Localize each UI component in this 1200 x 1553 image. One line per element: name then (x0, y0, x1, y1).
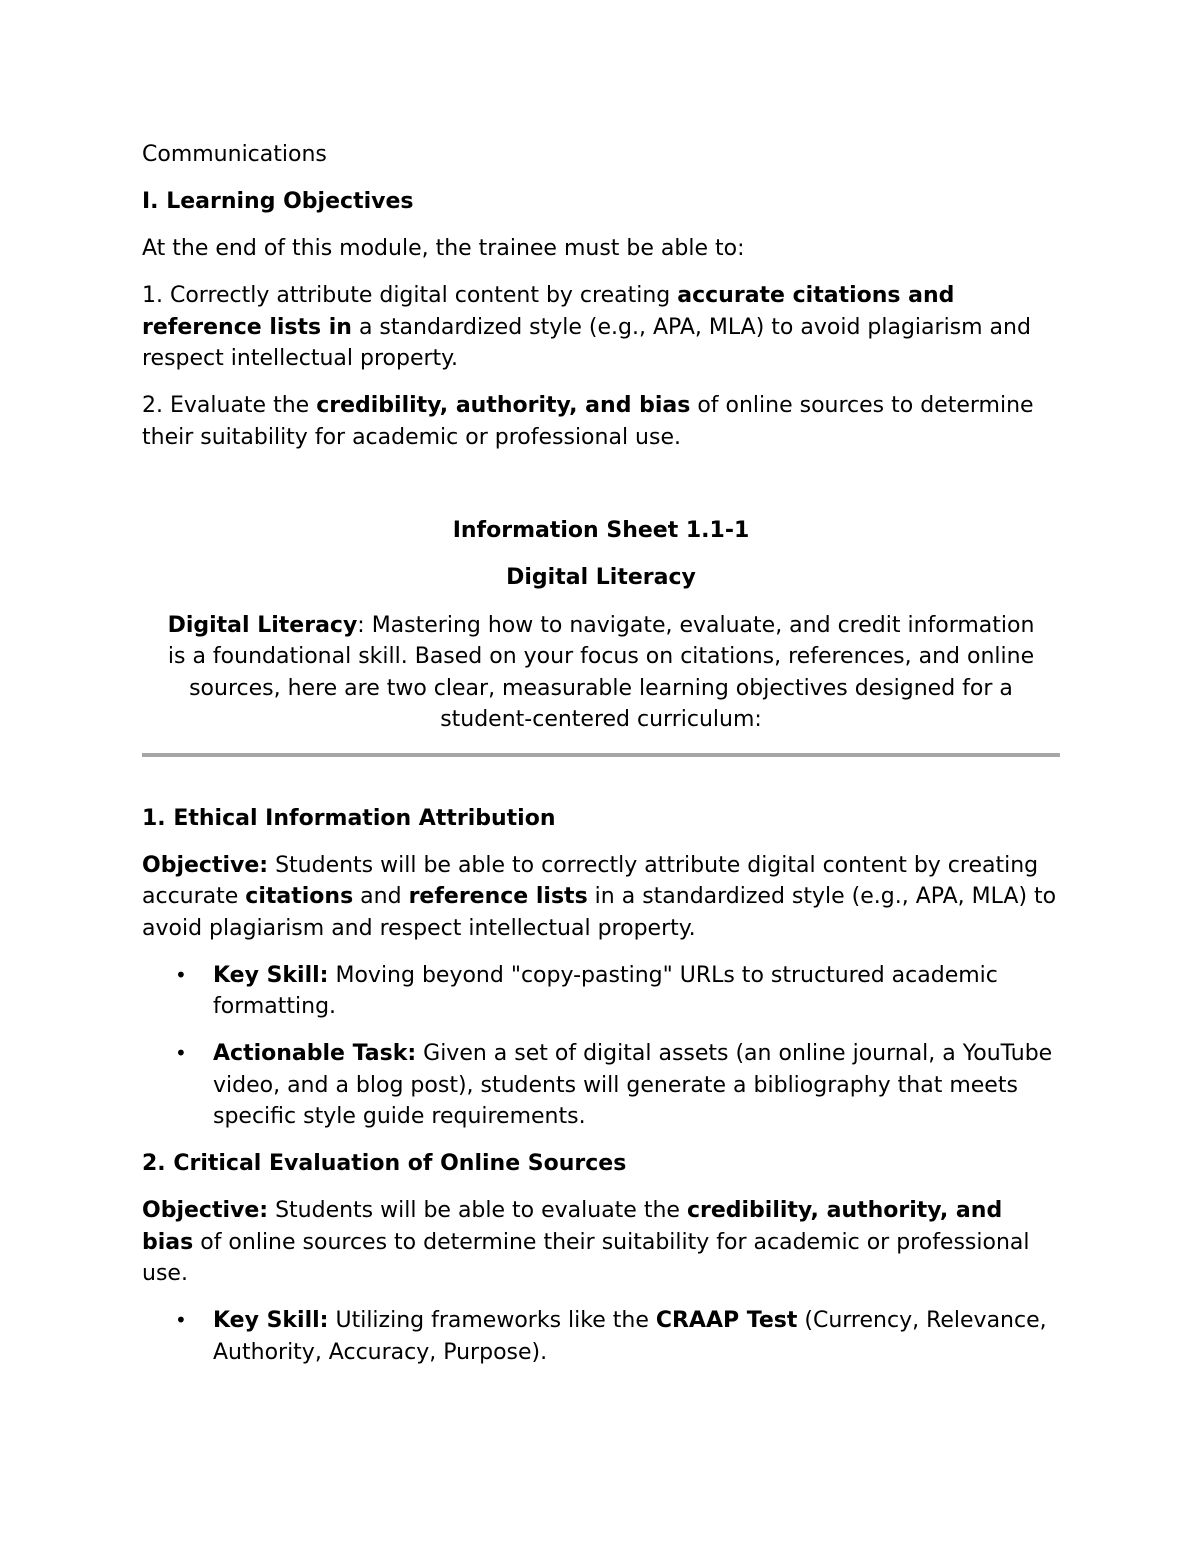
subject-line: Communications (142, 142, 327, 167)
info-sheet-subtitle: Digital Literacy (506, 565, 696, 590)
objective-item-2-suffix: of online sources to determine their suitability for academic or professional use. (142, 393, 1034, 450)
section-2-objective-text-1: Students will be able to evaluate the (268, 1198, 687, 1223)
objective-item-1-prefix: 1. Correctly attribute digital content by creating (142, 283, 678, 308)
bullet-icon: • (175, 1308, 187, 1332)
document-body (142, 139, 1060, 1384)
section-1-objective-label: Objective: (142, 852, 269, 878)
bullet-text-1: Utilizing frameworks like the (328, 1308, 656, 1333)
list-item (142, 1305, 1060, 1368)
section-1-bullet-list (142, 960, 1060, 1133)
bullet-bold: CRAAP Test (655, 1308, 798, 1333)
objectives-heading: I. Learning Objectives (142, 189, 414, 214)
section-2-heading: 2. Critical Evaluation of Online Sources (142, 1151, 627, 1176)
info-sheet-intro (142, 610, 1060, 736)
section-2-objective-label: Objective: (142, 1198, 269, 1223)
bullet-label: Key Skill: (213, 1308, 329, 1333)
section-1-heading: 1. Ethical Information Attribution (142, 805, 556, 831)
objectives-intro: At the end of this module, the trainee must be able to: (142, 236, 745, 261)
bullet-text: Moving beyond "copy-pasting" URLs to structured academic formatting. (213, 962, 998, 1019)
list-item (142, 1038, 1060, 1133)
section-1-objective-bold-1: citations (245, 884, 354, 909)
section-2-objective-bold-1: credibility, authority, and bias (142, 1198, 1003, 1255)
objective-item-2-bold: credibility, authority, and bias (316, 393, 691, 418)
bullet-text: Given a set of digital assets (an online journal, a YouTube video, and a blog post), students will generate a bibliography that meets specific style guide requirements. (213, 1041, 1053, 1129)
section-2-objective-text-2: of online sources to determine their suitability for academic or professional use. (142, 1229, 1030, 1286)
objective-item-1 (142, 280, 1060, 375)
objective-item-2 (142, 390, 1060, 453)
bullet-label: Actionable Task: (213, 1041, 417, 1066)
section-1-objective-text-3: in a standardized style (e.g., APA, MLA) to avoid plagiarism and respect intellectual property. (142, 884, 1057, 941)
section-2-objective (142, 1195, 1060, 1290)
info-sheet-intro-bold: Digital Literacy (167, 612, 358, 638)
section-2-bullet-list (142, 1305, 1060, 1368)
section-1-objective (142, 850, 1060, 945)
section-1-objective-text-1: Students will be able to correctly attribute digital content by creating accurate (142, 852, 1039, 909)
info-sheet-title: Information Sheet 1.1-1 (452, 518, 750, 543)
bullet-label: Key Skill: (213, 962, 329, 988)
info-sheet-intro-text: : Mastering how to navigate, evaluate, and credit information is a foundational skill. Based on your focus on citations, references, and online sources, here are two clear, measurable learning objectives designed for a student-centered curriculum: (167, 612, 1035, 732)
objective-item-1-bold: accurate citations and reference lists in (142, 283, 955, 340)
bullet-icon: • (175, 962, 187, 987)
list-item (142, 960, 1060, 1023)
horizontal-divider (142, 753, 1060, 757)
bullet-icon: • (175, 1041, 187, 1065)
objective-item-1-suffix: a standardized style (e.g., APA, MLA) to avoid plagiarism and respect intellectual property. (142, 314, 1031, 371)
section-1-objective-text-2: and (353, 884, 409, 909)
bullet-text-2: (Currency, Relevance, Authority, Accuracy, Purpose). (213, 1308, 1047, 1365)
section-1-objective-bold-2: reference lists (408, 884, 588, 909)
objective-item-2-prefix: 2. Evaluate the (142, 393, 317, 418)
